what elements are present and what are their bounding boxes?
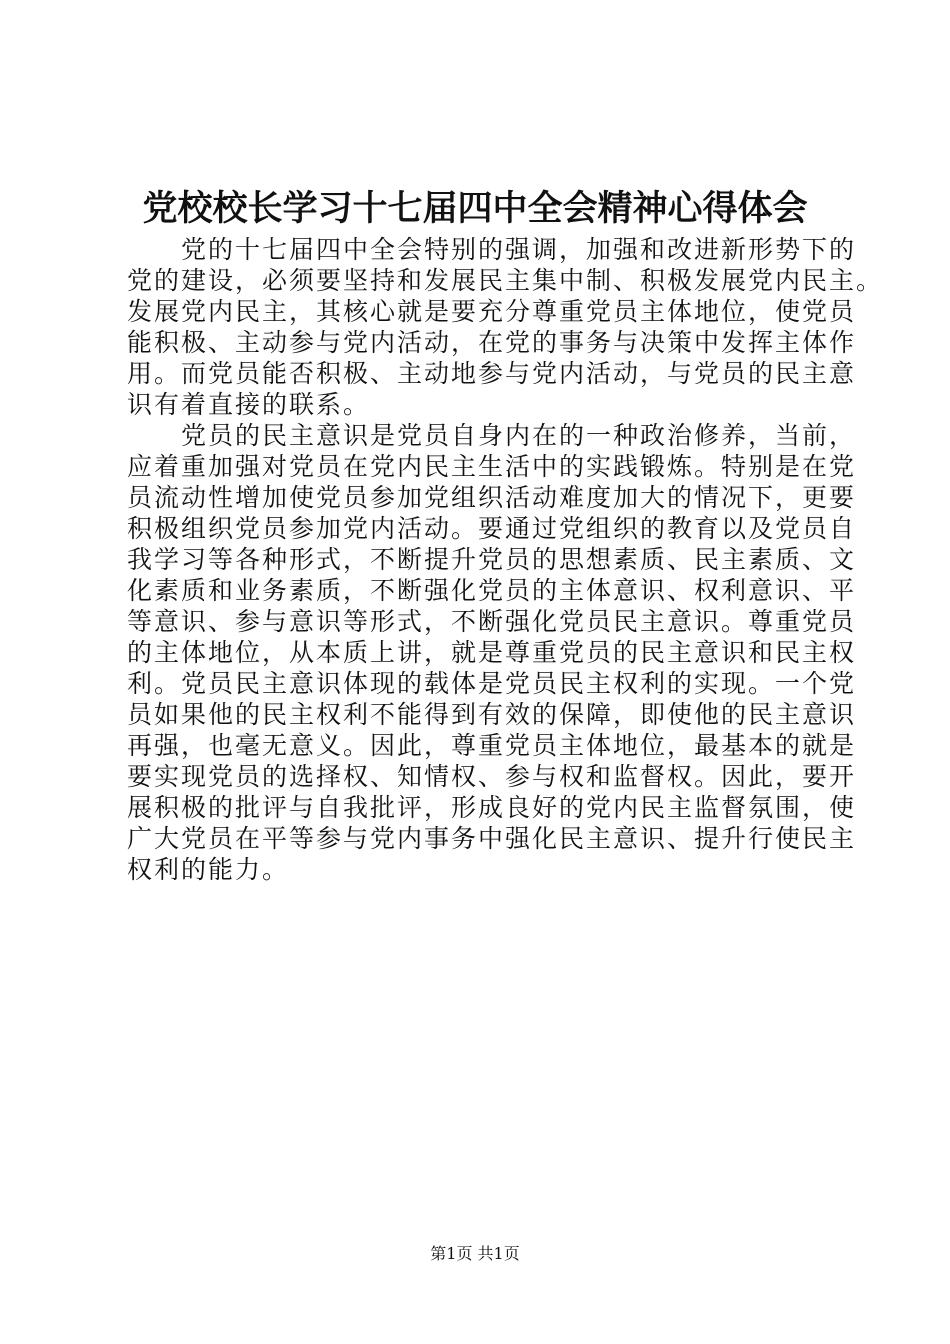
text-line: 党的十七届四中全会特别的强调，加强和改进新形势下的 [181, 235, 857, 264]
text-line: 广大党员在平等参与党内事务中强化民主意识、提升行使民主 [127, 824, 857, 853]
paragraph [127, 420, 857, 885]
text-line: 要实现党员的选择权、知情权、参与权和监督权。因此，要开 [127, 762, 857, 791]
text-line: 展积极的批评与自我批评，形成良好的党内民主监督氛围，使 [127, 793, 857, 822]
text-line: 权利的能力。 [127, 855, 290, 884]
text-line: 党员的民主意识是党员自身内在的一种政治修养，当前， [181, 421, 857, 450]
document-title: 党校校长学习十七届四中全会精神心得体会 [142, 188, 808, 229]
text-line: 党的建设，必须要坚持和发展民主集中制、积极发展党内民主。 [127, 266, 884, 295]
text-line: 员流动性增加使党员参加党组织活动难度加大的情况下，更要 [127, 483, 857, 512]
text-line: 化素质和业务素质，不断强化党员的主体意识、权利意识、平 [127, 576, 857, 605]
text-line: 应着重加强对党员在党内民主生活中的实践锻炼。特别是在党 [127, 452, 857, 481]
text-line: 再强，也毫无意义。因此，尊重党员主体地位，最基本的就是 [127, 731, 857, 760]
text-line: 利。党员民主意识体现的载体是党员民主权利的实现。一个党 [127, 669, 857, 698]
text-line: 用。而党员能否积极、主动地参与党内活动，与党员的民主意 [127, 359, 857, 388]
text-line: 的主体地位，从本质上讲，就是尊重党员的民主意识和民主权 [127, 638, 857, 667]
page-footer: 第1页 共1页 [430, 1244, 520, 1263]
text-line: 员如果他的民主权利不能得到有效的保障，即使他的民主意识 [127, 700, 857, 729]
text-line: 识有着直接的联系。 [127, 390, 371, 419]
text-line: 积极组织党员参加党内活动。要通过党组织的教育以及党员自 [127, 514, 857, 543]
text-line: 能积极、主动参与党内活动，在党的事务与决策中发挥主体作 [127, 328, 857, 357]
text-line: 我学习等各种形式，不断提升党员的思想素质、民主素质、文 [127, 545, 857, 574]
text-line: 等意识、参与意识等形式，不断强化党员民主意识。尊重党员 [127, 607, 857, 636]
text-line: 发展党内民主，其核心就是要充分尊重党员主体地位，使党员 [127, 297, 857, 326]
paragraph [127, 234, 884, 420]
document-body [127, 234, 884, 885]
